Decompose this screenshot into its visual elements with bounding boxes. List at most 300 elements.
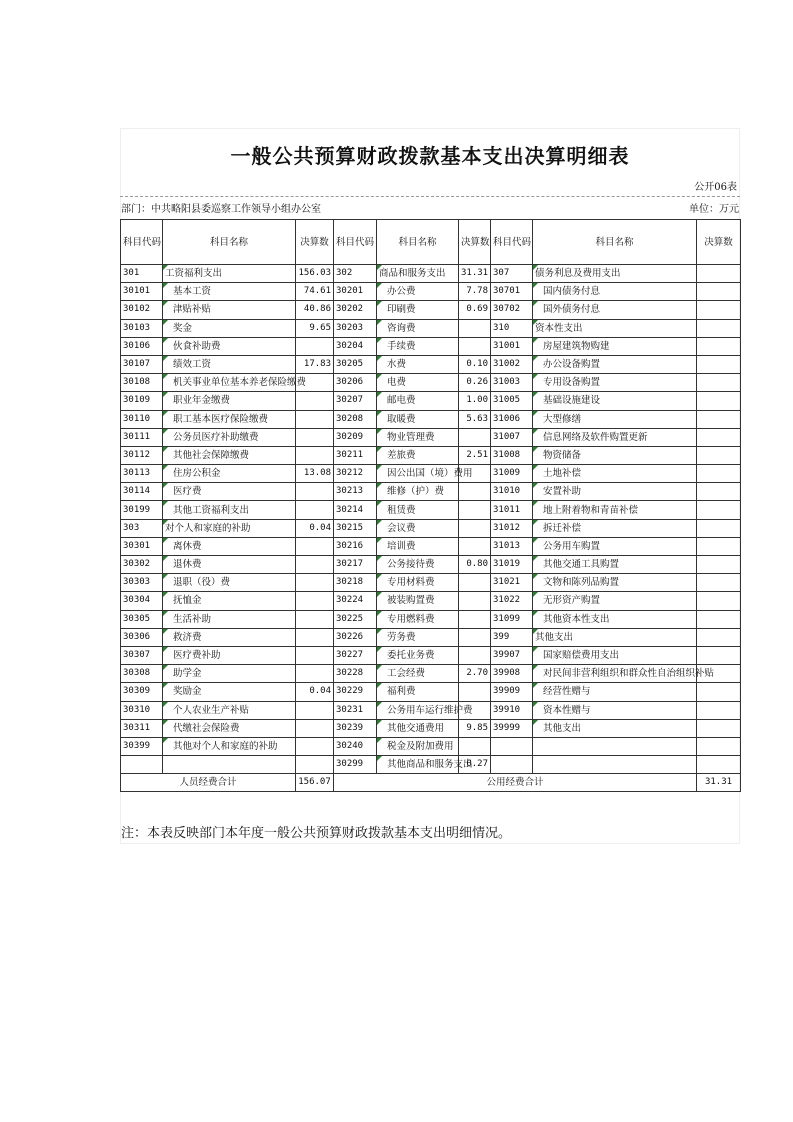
account-code-cell: 303 — [121, 519, 163, 537]
account-code-cell — [491, 737, 533, 755]
table-row — [121, 446, 741, 464]
amount-cell — [697, 665, 741, 683]
amount-cell — [459, 337, 491, 355]
amount-cell: 74.61 — [296, 283, 334, 301]
account-name-cell: 办公设备购置 — [533, 355, 697, 373]
amount-cell — [296, 483, 334, 501]
amount-cell — [296, 756, 334, 774]
account-name-cell: 伙食补助费 — [163, 337, 296, 355]
header-code: 科目代码 — [121, 220, 163, 265]
footnote: 注：本表反映部门本年度一般公共预算财政拨款基本支出明细情况。 — [121, 826, 512, 841]
account-name-cell: 其他工资福利支出 — [163, 501, 296, 519]
header-row — [121, 220, 741, 265]
table-row — [121, 283, 741, 301]
account-name-cell: 公务员医疗补助缴费 — [163, 428, 296, 446]
amount-cell: 2.70 — [459, 665, 491, 683]
amount-cell — [459, 646, 491, 664]
account-name-cell: 拆迁补偿 — [533, 519, 697, 537]
account-code-cell: 30202 — [334, 301, 377, 319]
table-row — [121, 355, 741, 373]
account-code-cell: 30106 — [121, 337, 163, 355]
account-code-cell: 30204 — [334, 337, 377, 355]
account-code-cell: 31012 — [491, 519, 533, 537]
amount-cell — [697, 610, 741, 628]
account-code-cell: 31001 — [491, 337, 533, 355]
account-code-cell: 30306 — [121, 628, 163, 646]
amount-cell — [296, 446, 334, 464]
account-name-cell: 税金及附加费用 — [377, 737, 459, 755]
account-code-cell: 30304 — [121, 592, 163, 610]
account-code-cell: 30229 — [334, 683, 377, 701]
divider — [120, 196, 740, 197]
account-code-cell: 30218 — [334, 574, 377, 592]
amount-cell — [459, 501, 491, 519]
account-name-cell: 劳务费 — [377, 628, 459, 646]
account-code-cell: 30299 — [334, 756, 377, 774]
amount-cell: 40.86 — [296, 301, 334, 319]
amount-cell — [697, 319, 741, 337]
table-row — [121, 301, 741, 319]
account-code-cell: 30206 — [334, 374, 377, 392]
header-amount: 决算数 — [296, 220, 334, 265]
account-name-cell: 其他商品和服务支出 — [377, 756, 459, 774]
account-name-cell: 手续费 — [377, 337, 459, 355]
unit-label: 单位：万元 — [689, 204, 739, 215]
account-name-cell: 工会经费 — [377, 665, 459, 683]
table-row — [121, 465, 741, 483]
account-name-cell: 国家赔偿费用支出 — [533, 646, 697, 664]
amount-cell — [697, 646, 741, 664]
amount-cell — [697, 446, 741, 464]
account-name-cell: 房屋建筑物购建 — [533, 337, 697, 355]
account-name-cell: 离休费 — [163, 537, 296, 555]
amount-cell: 156.03 — [296, 265, 334, 283]
account-name-cell: 奖金 — [163, 319, 296, 337]
account-name-cell: 绩效工资 — [163, 355, 296, 373]
account-name-cell: 公务用车运行维护费 — [377, 701, 459, 719]
table-row — [121, 337, 741, 355]
amount-cell: 13.08 — [296, 465, 334, 483]
amount-cell — [459, 319, 491, 337]
table-row — [121, 665, 741, 683]
account-name-cell: 基础设施建设 — [533, 392, 697, 410]
account-name-cell: 其他社会保障缴费 — [163, 446, 296, 464]
account-code-cell: 30240 — [334, 737, 377, 755]
amount-cell — [697, 355, 741, 373]
account-code-cell: 30112 — [121, 446, 163, 464]
table-row — [121, 556, 741, 574]
amount-cell: 2.51 — [459, 446, 491, 464]
account-code-cell: 39999 — [491, 719, 533, 737]
amount-cell: 0.04 — [296, 519, 334, 537]
account-code-cell: 39907 — [491, 646, 533, 664]
account-name-cell: 助学金 — [163, 665, 296, 683]
account-code-cell: 30225 — [334, 610, 377, 628]
amount-cell — [459, 610, 491, 628]
amount-cell — [697, 701, 741, 719]
form-number: 公开06表 — [694, 182, 737, 193]
account-code-cell: 30303 — [121, 574, 163, 592]
amount-cell — [459, 483, 491, 501]
account-code-cell: 399 — [491, 628, 533, 646]
amount-cell — [697, 737, 741, 755]
account-code-cell: 30216 — [334, 537, 377, 555]
amount-cell — [697, 265, 741, 283]
account-name-cell: 代缴社会保险费 — [163, 719, 296, 737]
expenditure-table — [120, 219, 741, 792]
amount-cell — [459, 537, 491, 555]
amount-cell — [697, 683, 741, 701]
amount-cell — [296, 556, 334, 574]
account-code-cell: 30209 — [334, 428, 377, 446]
amount-cell: 0.80 — [459, 556, 491, 574]
account-code-cell: 30308 — [121, 665, 163, 683]
account-code-cell: 301 — [121, 265, 163, 283]
account-name-cell: 印刷费 — [377, 301, 459, 319]
account-name-cell: 办公费 — [377, 283, 459, 301]
account-name-cell: 专用设备购置 — [533, 374, 697, 392]
account-name-cell: 咨询费 — [377, 319, 459, 337]
account-code-cell: 31003 — [491, 374, 533, 392]
amount-cell — [697, 374, 741, 392]
header-amount: 决算数 — [459, 220, 491, 265]
amount-cell — [697, 283, 741, 301]
totals-row — [121, 774, 741, 792]
account-code-cell: 30399 — [121, 737, 163, 755]
account-code-cell: 30108 — [121, 374, 163, 392]
amount-cell: 0.27 — [459, 756, 491, 774]
amount-cell — [296, 428, 334, 446]
account-code-cell: 30213 — [334, 483, 377, 501]
table-row — [121, 592, 741, 610]
account-name-cell: 工资福利支出 — [163, 265, 296, 283]
account-name-cell: 抚恤金 — [163, 592, 296, 610]
account-code-cell: 30113 — [121, 465, 163, 483]
amount-cell: 9.85 — [459, 719, 491, 737]
account-code-cell: 31007 — [491, 428, 533, 446]
amount-cell: 17.83 — [296, 355, 334, 373]
account-code-cell: 31099 — [491, 610, 533, 628]
account-code-cell: 30211 — [334, 446, 377, 464]
table-row — [121, 610, 741, 628]
amount-cell — [697, 392, 741, 410]
account-name-cell: 取暖费 — [377, 410, 459, 428]
account-name-cell: 大型修缮 — [533, 410, 697, 428]
account-code-cell: 30301 — [121, 537, 163, 555]
table-row — [121, 428, 741, 446]
account-code-cell: 30107 — [121, 355, 163, 373]
account-name-cell: 维修（护）费 — [377, 483, 459, 501]
account-code-cell: 30111 — [121, 428, 163, 446]
account-code-cell: 30228 — [334, 665, 377, 683]
amount-cell — [459, 519, 491, 537]
account-code-cell: 30207 — [334, 392, 377, 410]
account-code-cell: 30227 — [334, 646, 377, 664]
account-code-cell — [491, 756, 533, 774]
account-name-cell: 生活补助 — [163, 610, 296, 628]
amount-cell — [697, 519, 741, 537]
account-code-cell: 30307 — [121, 646, 163, 664]
account-code-cell: 30205 — [334, 355, 377, 373]
amount-cell: 9.65 — [296, 319, 334, 337]
account-code-cell: 30226 — [334, 628, 377, 646]
table-row — [121, 374, 741, 392]
account-code-cell: 31008 — [491, 446, 533, 464]
account-name-cell: 文物和陈列品购置 — [533, 574, 697, 592]
amount-cell: 31.31 — [459, 265, 491, 283]
amount-cell: 5.63 — [459, 410, 491, 428]
account-code-cell: 39908 — [491, 665, 533, 683]
amount-cell — [459, 701, 491, 719]
account-code-cell: 30309 — [121, 683, 163, 701]
account-name-cell: 资本性支出 — [533, 319, 697, 337]
account-name-cell: 奖励金 — [163, 683, 296, 701]
account-name-cell — [163, 756, 296, 774]
amount-cell: 1.00 — [459, 392, 491, 410]
account-code-cell: 30203 — [334, 319, 377, 337]
account-name-cell: 会议费 — [377, 519, 459, 537]
header-name: 科目名称 — [533, 220, 697, 265]
account-code-cell: 30231 — [334, 701, 377, 719]
account-code-cell — [121, 756, 163, 774]
account-code-cell: 30110 — [121, 410, 163, 428]
account-name-cell: 委托业务费 — [377, 646, 459, 664]
public-total-value: 31.31 — [697, 774, 741, 792]
account-name-cell: 职业年金缴费 — [163, 392, 296, 410]
header-code: 科目代码 — [334, 220, 377, 265]
header-name: 科目名称 — [377, 220, 459, 265]
table-row — [121, 701, 741, 719]
account-code-cell: 31005 — [491, 392, 533, 410]
amount-cell — [459, 683, 491, 701]
personnel-total-label: 人员经费合计 — [121, 774, 296, 792]
amount-cell — [697, 410, 741, 428]
account-code-cell: 30215 — [334, 519, 377, 537]
account-name-cell: 地上附着物和青苗补偿 — [533, 501, 697, 519]
account-code-cell: 39910 — [491, 701, 533, 719]
account-name-cell: 住房公积金 — [163, 465, 296, 483]
account-name-cell: 电费 — [377, 374, 459, 392]
account-code-cell: 30201 — [334, 283, 377, 301]
table-row — [121, 537, 741, 555]
table-row — [121, 574, 741, 592]
table-row — [121, 519, 741, 537]
amount-cell — [697, 592, 741, 610]
amount-cell — [296, 665, 334, 683]
account-code-cell: 30103 — [121, 319, 163, 337]
amount-cell — [697, 337, 741, 355]
table-row — [121, 392, 741, 410]
account-name-cell: 安置补助 — [533, 483, 697, 501]
amount-cell — [296, 737, 334, 755]
table-row — [121, 683, 741, 701]
account-name-cell: 职工基本医疗保险缴费 — [163, 410, 296, 428]
page-title: 一般公共预算财政拨款基本支出决算明细表 — [230, 144, 630, 168]
account-code-cell: 30199 — [121, 501, 163, 519]
account-name-cell: 国内债务付息 — [533, 283, 697, 301]
amount-cell — [296, 392, 334, 410]
account-name-cell: 资本性赠与 — [533, 701, 697, 719]
account-code-cell: 30114 — [121, 483, 163, 501]
account-name-cell: 退职（役）费 — [163, 574, 296, 592]
amount-cell: 0.10 — [459, 355, 491, 373]
amount-cell — [697, 719, 741, 737]
amount-cell — [697, 501, 741, 519]
account-code-cell: 31019 — [491, 556, 533, 574]
account-name-cell: 津贴补贴 — [163, 301, 296, 319]
amount-cell — [459, 428, 491, 446]
account-name-cell: 救济费 — [163, 628, 296, 646]
account-code-cell: 30101 — [121, 283, 163, 301]
account-code-cell: 30102 — [121, 301, 163, 319]
account-code-cell: 30217 — [334, 556, 377, 574]
account-name-cell: 专用材料费 — [377, 574, 459, 592]
table-row — [121, 719, 741, 737]
amount-cell — [296, 501, 334, 519]
account-code-cell: 31002 — [491, 355, 533, 373]
account-code-cell: 39909 — [491, 683, 533, 701]
amount-cell — [296, 719, 334, 737]
amount-cell — [697, 428, 741, 446]
table-row — [121, 319, 741, 337]
account-name-cell: 福利费 — [377, 683, 459, 701]
account-name-cell: 公务用车购置 — [533, 537, 697, 555]
amount-cell — [296, 646, 334, 664]
account-code-cell: 30214 — [334, 501, 377, 519]
account-name-cell: 水费 — [377, 355, 459, 373]
amount-cell — [296, 610, 334, 628]
account-code-cell: 31009 — [491, 465, 533, 483]
account-code-cell: 302 — [334, 265, 377, 283]
amount-cell: 0.26 — [459, 374, 491, 392]
account-name-cell: 退休费 — [163, 556, 296, 574]
amount-cell — [697, 556, 741, 574]
account-name-cell: 其他支出 — [533, 628, 697, 646]
account-code-cell: 310 — [491, 319, 533, 337]
table-row — [121, 483, 741, 501]
public-total-label: 公用经费合计 — [334, 774, 697, 792]
personnel-total-value: 156.07 — [296, 774, 334, 792]
account-name-cell: 因公出国（境）费用 — [377, 465, 459, 483]
amount-cell — [697, 628, 741, 646]
header-amount: 决算数 — [697, 220, 741, 265]
amount-cell — [697, 574, 741, 592]
account-name-cell: 土地补偿 — [533, 465, 697, 483]
table-row — [121, 756, 741, 774]
amount-cell — [296, 410, 334, 428]
account-name-cell: 基本工资 — [163, 283, 296, 301]
amount-cell — [697, 465, 741, 483]
account-code-cell: 31006 — [491, 410, 533, 428]
amount-cell — [459, 592, 491, 610]
account-name-cell: 其他交通费用 — [377, 719, 459, 737]
amount-cell — [697, 537, 741, 555]
account-name-cell: 被装购置费 — [377, 592, 459, 610]
amount-cell — [459, 737, 491, 755]
table-row — [121, 646, 741, 664]
amount-cell — [296, 337, 334, 355]
amount-cell — [459, 628, 491, 646]
table-row — [121, 501, 741, 519]
account-code-cell: 30212 — [334, 465, 377, 483]
account-name-cell: 信息网络及软件购置更新 — [533, 428, 697, 446]
account-name-cell: 物资储备 — [533, 446, 697, 464]
account-code-cell: 30208 — [334, 410, 377, 428]
account-name-cell: 其他资本性支出 — [533, 610, 697, 628]
account-name-cell: 机关事业单位基本养老保险缴费 — [163, 374, 296, 392]
account-name-cell: 对个人和家庭的补助 — [163, 519, 296, 537]
account-name-cell: 其他对个人和家庭的补助 — [163, 737, 296, 755]
account-code-cell: 31010 — [491, 483, 533, 501]
amount-cell — [296, 574, 334, 592]
table-row — [121, 265, 741, 283]
account-name-cell — [533, 756, 697, 774]
account-code-cell: 31022 — [491, 592, 533, 610]
account-code-cell: 31021 — [491, 574, 533, 592]
amount-cell — [697, 483, 741, 501]
account-name-cell: 经营性赠与 — [533, 683, 697, 701]
account-name-cell: 国外债务付息 — [533, 301, 697, 319]
account-code-cell: 30310 — [121, 701, 163, 719]
amount-cell: 0.69 — [459, 301, 491, 319]
account-name-cell: 专用燃料费 — [377, 610, 459, 628]
account-name-cell: 无形资产购置 — [533, 592, 697, 610]
amount-cell: 7.78 — [459, 283, 491, 301]
account-code-cell: 30701 — [491, 283, 533, 301]
account-name-cell: 物业管理费 — [377, 428, 459, 446]
amount-cell — [296, 592, 334, 610]
header-name: 科目名称 — [163, 220, 296, 265]
account-name-cell — [533, 737, 697, 755]
account-name-cell: 邮电费 — [377, 392, 459, 410]
account-name-cell: 对民间非营利组织和群众性自治组织补贴 — [533, 665, 697, 683]
amount-cell — [296, 537, 334, 555]
header-code: 科目代码 — [491, 220, 533, 265]
table-row — [121, 410, 741, 428]
account-name-cell: 公务接待费 — [377, 556, 459, 574]
amount-cell — [697, 301, 741, 319]
account-name-cell: 医疗费 — [163, 483, 296, 501]
account-name-cell: 其他交通工具购置 — [533, 556, 697, 574]
amount-cell — [296, 374, 334, 392]
account-code-cell: 30311 — [121, 719, 163, 737]
account-code-cell: 30305 — [121, 610, 163, 628]
amount-cell — [296, 628, 334, 646]
account-code-cell: 307 — [491, 265, 533, 283]
department-label: 部门：中共略阳县委巡察工作领导小组办公室 — [121, 204, 321, 215]
amount-cell — [459, 574, 491, 592]
account-name-cell: 医疗费补助 — [163, 646, 296, 664]
account-code-cell: 31011 — [491, 501, 533, 519]
account-name-cell: 差旅费 — [377, 446, 459, 464]
account-code-cell: 30239 — [334, 719, 377, 737]
account-name-cell: 其他支出 — [533, 719, 697, 737]
account-name-cell: 培训费 — [377, 537, 459, 555]
amount-cell — [697, 756, 741, 774]
amount-cell — [459, 465, 491, 483]
account-name-cell: 债务利息及费用支出 — [533, 265, 697, 283]
account-code-cell: 31013 — [491, 537, 533, 555]
amount-cell — [296, 701, 334, 719]
table-row — [121, 628, 741, 646]
table-row — [121, 737, 741, 755]
account-name-cell: 个人农业生产补贴 — [163, 701, 296, 719]
account-code-cell: 30702 — [491, 301, 533, 319]
account-name-cell: 租赁费 — [377, 501, 459, 519]
account-code-cell: 30302 — [121, 556, 163, 574]
amount-cell: 0.04 — [296, 683, 334, 701]
account-name-cell: 商品和服务支出 — [377, 265, 459, 283]
